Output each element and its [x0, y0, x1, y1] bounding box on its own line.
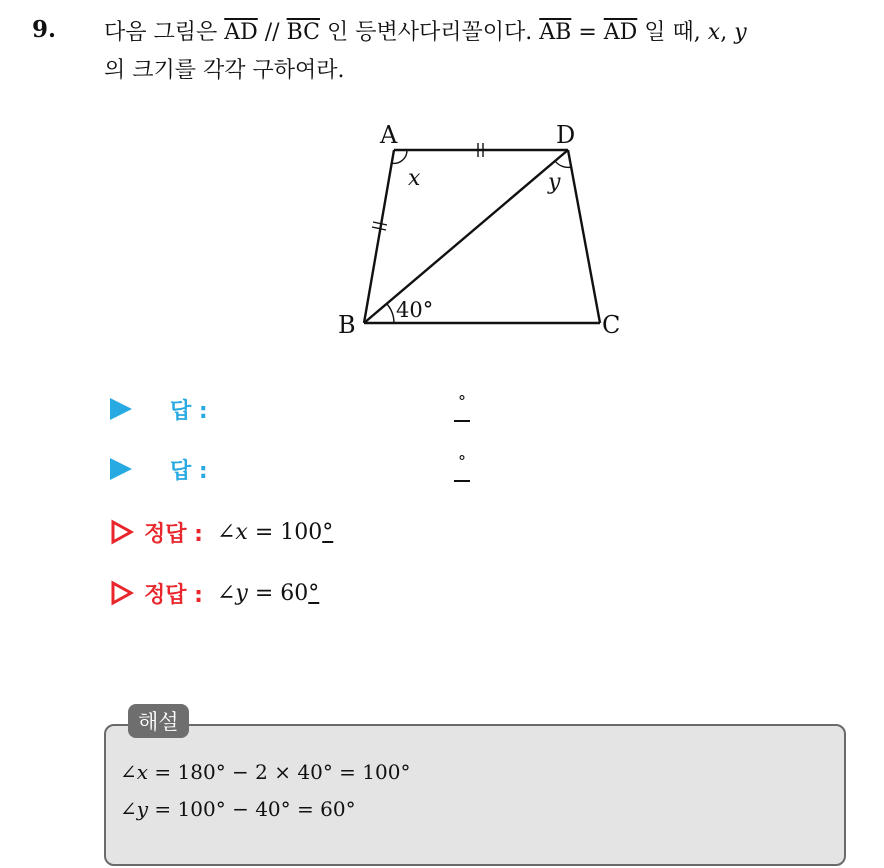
answer-label: 답 :	[170, 459, 208, 484]
answer-arrow-icon	[110, 458, 132, 480]
explanation-line-1	[120, 760, 410, 784]
explanation-equation: = 180° − 2 × 40° = 100°	[148, 760, 411, 784]
explanation-variable: x	[136, 760, 149, 784]
stem-text-2: 인 등변사다리꼴이다.	[320, 20, 540, 45]
label-b: B	[338, 311, 356, 339]
key-arrow-icon	[110, 580, 134, 606]
question-line-1	[104, 14, 864, 52]
key-row-1	[110, 514, 333, 550]
side-ab	[364, 150, 394, 323]
answer-row-1	[110, 392, 466, 426]
stem-text-3: 일 때,	[637, 20, 708, 45]
key-label: 정답 :	[144, 582, 203, 608]
explanation-box	[104, 724, 846, 866]
label-c: C	[602, 311, 621, 339]
angle-symbol: ∠	[216, 519, 236, 545]
segment-ab: $\overline{AB}$	[539, 20, 572, 45]
key-expression	[217, 520, 333, 545]
stem-text-1: 다음 그림은	[104, 20, 225, 45]
stem-comma: ,	[720, 20, 735, 45]
question-line-2: 의 크기를 각각 구하여라.	[104, 58, 345, 83]
answer-arrow-icon	[110, 398, 132, 420]
segment-bc: $\overline{BC}$	[286, 20, 321, 45]
diagonal-bd	[364, 150, 568, 323]
label-y: y	[548, 170, 561, 195]
answer-blank[interactable]: °	[454, 456, 470, 482]
question-stem	[104, 14, 864, 90]
key-expression	[217, 581, 319, 606]
key-variable: y	[235, 580, 248, 606]
angle-40-arc	[387, 304, 394, 323]
answer-label: 답 :	[170, 399, 208, 424]
key-value: = 100	[247, 519, 323, 545]
angle-symbol: ∠	[120, 760, 137, 784]
angle-symbol: ∠	[216, 580, 236, 606]
label-x: x	[408, 166, 421, 191]
variable-x: x	[707, 20, 721, 45]
key-degree: °	[322, 519, 334, 545]
equals-symbol: =	[571, 20, 604, 45]
segment-ad-2: $\overline{AD}$	[603, 20, 638, 45]
label-d: D	[556, 121, 576, 149]
explanation-tab: 해설	[128, 704, 189, 738]
explanation-variable: y	[136, 797, 149, 821]
label-a: A	[380, 121, 398, 149]
side-dc	[568, 150, 600, 323]
answer-blank[interactable]: °	[454, 396, 470, 422]
angle-40-label: 40°	[396, 298, 434, 322]
question-number: 9.	[32, 16, 57, 43]
answer-row-2	[110, 452, 466, 486]
key-variable: x	[235, 519, 248, 545]
variable-y: y	[734, 20, 747, 45]
segment-ad: $\overline{AD}$	[224, 20, 258, 45]
trapezoid-figure	[330, 115, 630, 345]
key-label: 정답 :	[144, 521, 203, 547]
parallel-symbol: //	[257, 20, 287, 45]
key-arrow-icon	[110, 519, 134, 545]
explanation-line-2	[120, 797, 356, 821]
key-value: = 60	[247, 580, 309, 606]
explanation-equation: = 100° − 40° = 60°	[148, 797, 356, 821]
key-degree: °	[308, 580, 320, 606]
key-row-2	[110, 575, 319, 611]
angle-symbol: ∠	[120, 797, 137, 821]
